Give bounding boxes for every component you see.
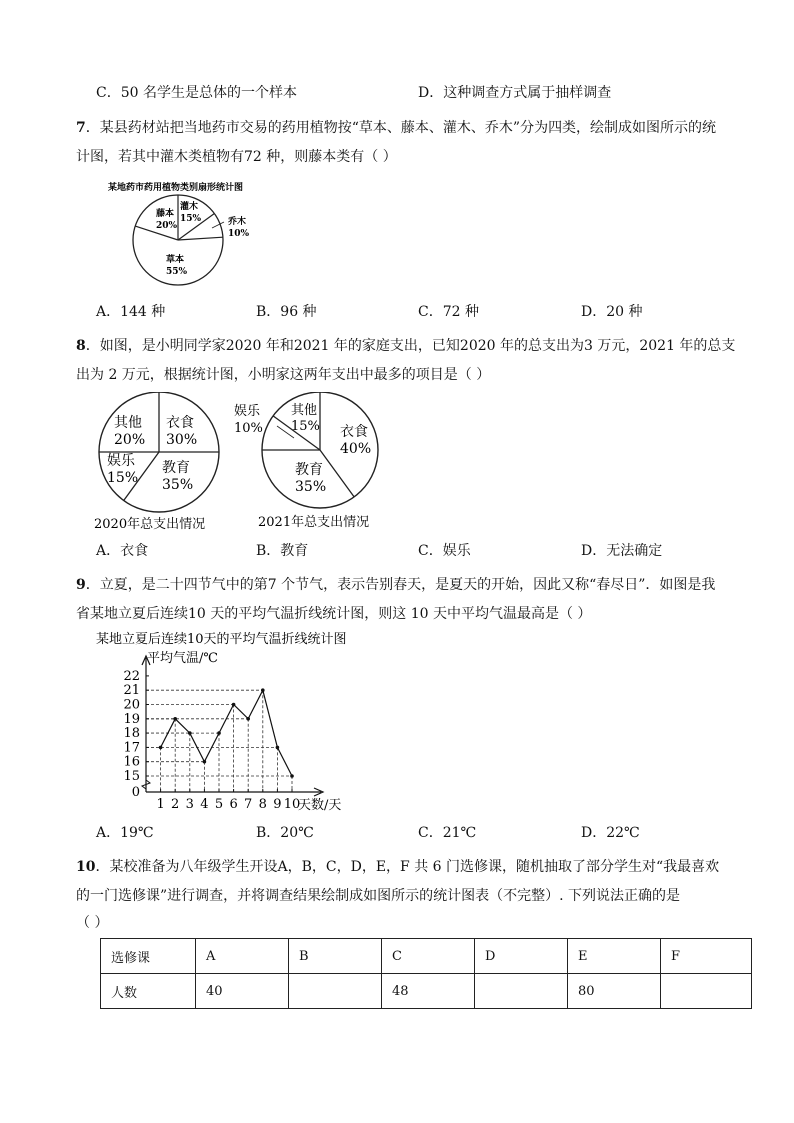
data-point: [203, 760, 207, 764]
q7-label-caoben-pct: 55%: [166, 267, 188, 277]
data-point: [188, 731, 192, 735]
data-point: [261, 688, 265, 692]
x-tick-label: 7: [244, 797, 253, 812]
q8-2021-edu: 教育: [295, 462, 323, 478]
q9-text-line2: 省某地立夏后连续10 天的平均气温折线统计图，则这 10 天中平均气温最高是（ ）: [76, 606, 592, 622]
x-tick-label: 8: [258, 797, 267, 812]
q9-y-axis-label: 平均气温/℃: [147, 651, 218, 666]
y-tick-label: 21: [123, 683, 140, 699]
y-tick-label: 15: [123, 769, 140, 784]
table-cell: [475, 974, 568, 1009]
q9-y-ticks: [123, 669, 149, 800]
q8-2021-food-pct: 40%: [340, 441, 372, 457]
q7-pie-chart: [100, 176, 270, 291]
table-cell: C: [382, 939, 475, 974]
q6-option-c: C．50 名学生是总体的一个样本: [96, 85, 297, 101]
q9-option-d: D．22℃: [581, 825, 640, 841]
x-tick-label: 9: [273, 797, 282, 812]
q8-2020-edu-pct: 35%: [162, 477, 194, 493]
data-point: [173, 717, 177, 721]
q7-label-tengben-pct: 20%: [156, 221, 178, 231]
q10-course-table: [100, 938, 752, 1009]
q7-text-line2: 计图，若其中灌木类植物有72 种，则藤本类有（ ）: [76, 149, 397, 165]
q8-option-b: B．教育: [256, 543, 309, 559]
table-cell: 选修课: [101, 939, 196, 974]
q7-label-caoben: 草本: [166, 255, 185, 265]
q10-text-line1: 10．某校准备为八年级学生开设A，B，C，D，E，F 共 6 门选修课，随机抽取了部分学生对“我最喜欢: [76, 859, 720, 875]
data-point: [232, 703, 236, 707]
q8-2020-fun-pct: 15%: [107, 470, 139, 486]
q8-2020-food-pct: 30%: [166, 432, 198, 448]
q8-2020-other-pct: 20%: [114, 432, 146, 448]
q7-label-qiaomu: 乔木: [228, 217, 247, 227]
q10-text-line2: 的一门选修课”进行调查，并将调查结果绘制成如图所示的统计图表（不完整）. 下列说法正确的是: [76, 888, 681, 904]
q8-2021-title: 2021年总支出情况: [258, 515, 370, 530]
q8-pie-2020: [94, 392, 219, 532]
y-tick-label: 16: [123, 754, 140, 770]
q8-2021-food: 衣食: [340, 424, 368, 440]
x-tick-label: 1: [156, 797, 165, 812]
table-cell: B: [289, 939, 382, 974]
q8-2020-title: 2020年总支出情况: [94, 517, 206, 532]
q8-2020-food: 衣食: [166, 415, 194, 431]
table-cell: 人数: [101, 974, 196, 1009]
y-tick-label: 17: [123, 740, 140, 756]
data-point: [159, 746, 163, 750]
x-tick-label: 6: [229, 797, 238, 812]
data-point: [290, 774, 294, 778]
table-cell: 40: [196, 974, 289, 1009]
table-cell: D: [475, 939, 568, 974]
table-cell: A: [196, 939, 289, 974]
q7-chart-title: 某地药市药用植物类别扇形统计图: [108, 183, 244, 193]
q8-option-a: A．衣食: [96, 543, 149, 559]
y-tick-label: 20: [123, 697, 140, 713]
q8-2021-other-pct: 15%: [291, 419, 320, 434]
q8-pie-charts: [90, 392, 400, 532]
y-tick-label: 22: [123, 668, 140, 684]
table-cell: [661, 974, 752, 1009]
q6-option-d: D．这种调查方式属于抽样调查: [418, 85, 612, 101]
q8-option-d: D．无法确定: [581, 543, 663, 559]
q8-2021-fun-pct: 10%: [234, 421, 263, 436]
q9-option-c: C．21℃: [418, 825, 477, 841]
q7-option-b: B．96 种: [256, 304, 317, 320]
q8-pie-2021: [234, 392, 378, 530]
q9-option-a: A．19℃: [96, 825, 154, 841]
table-row: [101, 974, 752, 1009]
q8-2021-edu-pct: 35%: [295, 479, 327, 495]
q7-label-qiaomu-pct: 10%: [228, 229, 250, 239]
q9-text-line1: 9．立夏，是二十四节气中的第7 个节气，表示告别春天，是夏天的开始，因此又称“春尽日”．如图是我: [76, 577, 716, 593]
q9-series-line: [161, 690, 292, 776]
q8-2020-other: 其他: [114, 415, 142, 431]
x-tick-label: 10: [283, 797, 301, 812]
data-point: [217, 731, 221, 735]
x-tick-label: 2: [171, 797, 180, 812]
q7-label-tengben: 藤本: [156, 209, 175, 219]
q8-option-c: C．娱乐: [418, 543, 471, 559]
q9-guide-lines: [146, 690, 292, 792]
q10-text-line3: （ ）: [76, 915, 109, 931]
table-row: [101, 939, 752, 974]
q8-2020-fun: 娱乐: [107, 453, 135, 469]
q9-chart-title: 某地立夏后连续10天的平均气温折线统计图: [96, 632, 347, 647]
table-cell: [289, 974, 382, 1009]
q9-axes: [142, 656, 323, 796]
q9-option-b: B．20℃: [256, 825, 314, 841]
table-cell: 80: [568, 974, 661, 1009]
q8-text-line2: 出为 2 万元，根据统计图，小明家这两年支出中最多的项目是（ ）: [76, 367, 491, 383]
q9-x-axis-label: 天数/天: [298, 798, 342, 813]
table-cell: F: [661, 939, 752, 974]
y-tick-label: 18: [123, 726, 140, 742]
q8-2021-fun: 娱乐: [234, 404, 261, 419]
data-point: [246, 717, 250, 721]
q7-label-guanmu-pct: 15%: [180, 214, 202, 224]
q7-option-d: D．20 种: [581, 304, 643, 320]
q8-2021-other: 其他: [291, 403, 318, 418]
q9-line-chart: [90, 628, 370, 816]
q7-label-guanmu: 灌木: [180, 202, 199, 212]
y-tick-label: 19: [123, 711, 140, 727]
q8-2020-edu: 教育: [162, 460, 190, 476]
y-tick-label: 0: [131, 785, 140, 800]
q7-option-c: C．72 种: [418, 304, 479, 320]
q7-option-a: A．144 种: [96, 304, 166, 320]
q7-text-line1: 7．某县药材站把当地药市交易的药用植物按“草本、藤本、灌木、乔木”分为四类，绘制成如图所示的统: [76, 120, 717, 136]
data-point: [276, 746, 280, 750]
x-tick-label: 4: [200, 797, 209, 812]
q8-text-line1: 8．如图，是小明同学家2020 年和2021 年的家庭支出，已知2020 年的总支出为3 万元，2021 年的总支: [76, 338, 736, 354]
x-tick-label: 3: [185, 797, 194, 812]
table-cell: 48: [382, 974, 475, 1009]
x-tick-label: 5: [214, 797, 224, 812]
table-cell: E: [568, 939, 661, 974]
